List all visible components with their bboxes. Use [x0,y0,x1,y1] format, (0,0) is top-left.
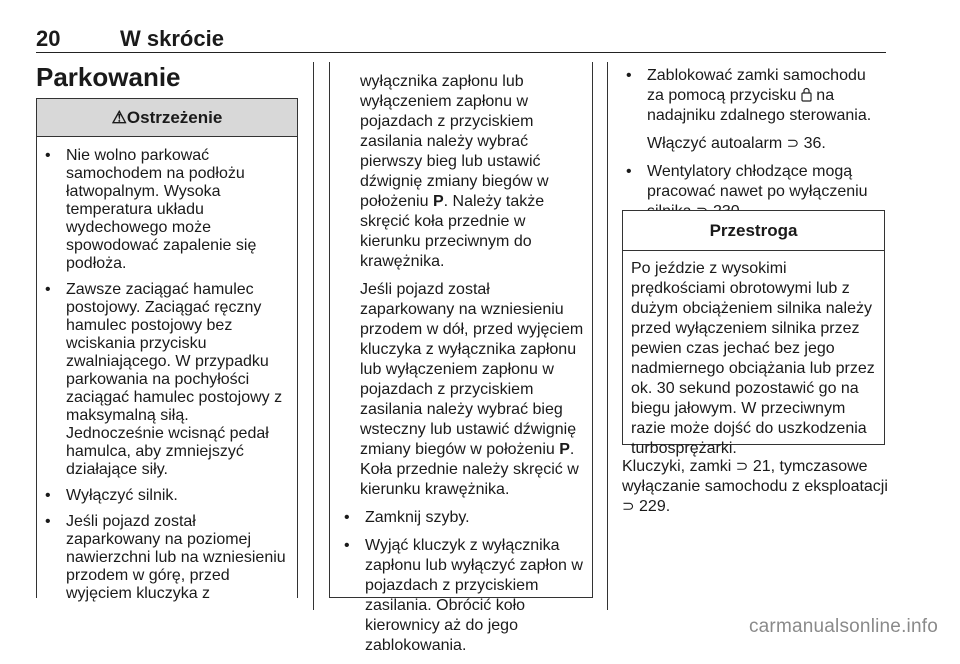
text-line: parkowania na pochyłości [66,371,250,388]
text-line: • Zablokować zamki samochodu [647,67,866,84]
text-line: nadajniku zdalnego sterowania. [647,107,872,124]
page-reference[interactable]: 229. [639,498,671,515]
paragraph-1-lines-end [360,212,590,272]
middle-list [340,508,590,656]
text-line: zaciągać hamulec postojowy z [66,389,283,406]
text-line: biegu jałowym. W przeciwnym [631,400,846,417]
column-divider [607,62,608,610]
text-line: Po jeździe z wysokimi [631,260,787,277]
text-line: prędkościami obrotowymi lub z [631,280,850,297]
text-line: hamulec postojowy bez [66,317,233,334]
text-line [647,86,887,106]
page-reference[interactable]: 21, tymczasowe [752,458,868,475]
text-line: dużym obciążeniem silnika należy [631,300,872,317]
cross-references [622,457,890,517]
page-title: Parkowanie [36,62,181,92]
text-line: zaparkowany na poziomej [66,531,251,548]
text-line: nadmiernego obciążania lub przez [631,360,875,377]
text-line: przodem w dół, przed wyjęciem [360,321,584,338]
warning-heading: ⚠Ostrzeżenie [37,99,297,137]
middle-box [329,62,593,654]
right-column [622,66,887,230]
text-line: łatwopalnym. Wysoka [66,183,221,200]
paragraph-2-lines [360,280,590,440]
text-line: pierwszy bieg lub ustawić [360,153,541,170]
caution-box [622,210,885,457]
text-line: działające siły. [66,461,168,478]
caution-heading: Przestroga [623,211,884,251]
text-line: kierunku krawężnika. [360,481,510,498]
text-line: ok. 30 sekund pozostawić go na [631,380,859,397]
text-line: przed wyłączeniem silnika przez [631,320,860,337]
reference-arrow-icon: ⊃ [622,498,635,515]
text-line: postojowy. Zaciągać ręczny [66,299,262,316]
right-list [622,66,887,222]
text-line: maksymalną siłą. [66,407,189,424]
text-line: pracować nawet po wyłączeniu [647,183,868,200]
page-number: 20 [36,26,61,51]
text: Włączyć autoalarm [647,135,787,152]
text-line: zaparkowany na wzniesieniu [360,301,564,318]
text-line: pewien czas jechać bez jego [631,340,835,357]
page-reference[interactable]: 36. [803,135,826,152]
text-line: • Zawsze zaciągać hamulec [66,281,254,298]
gear-p: P [559,441,570,458]
text-line: samochodem na podłożu [66,165,245,182]
list-item [340,508,590,528]
text-line: kierunku przeciwnym do [360,233,532,250]
section-title: W skrócie [120,26,224,51]
text-line: zablokowania. [365,637,467,654]
reference-arrow-icon: ⊃ [735,458,749,475]
text-line: wsteczny lub ustawić dźwignię [360,421,577,438]
text: położeniu [360,193,433,210]
text-line: lub wyłączeniem zapłonu w [360,361,554,378]
text-line: • Nie wolno parkować [66,147,210,164]
page-header [36,26,886,53]
paragraph-1-gear-line [360,192,590,212]
text-line: zasilania należy wybrać [360,133,529,150]
text-line: pojazdach z przyciskiem [365,577,539,594]
text-line: wyjęciem kluczyka z [66,585,211,602]
text-line: zapłonu lub wyłączyć zapłon w [365,557,583,574]
text: zmiany biegów w położeniu [360,441,560,458]
text: . Należy także [443,193,545,210]
watermark: carmanualsonline.info [748,616,938,637]
text: Kluczyki, zamki [622,458,736,475]
text-line: nawierzchni lub na wzniesieniu [66,549,286,566]
text-line: • Jeśli pojazd został [66,513,196,530]
text: . [569,441,575,458]
text-line: pojazdach z przyciskiem [360,113,534,130]
text-line: zasilania należy wybrać bieg [360,401,563,418]
text-line: wciskania przycisku [66,335,207,352]
text: za pomocą przycisku [647,87,797,104]
paragraph-2-gear-line [360,440,590,460]
paragraph-1-lines [360,72,590,192]
text-line: temperatura układu [66,201,204,218]
text-line: spowodować zapalenie się [66,237,257,254]
text-line: zwalniającego. W przypadku [66,353,269,370]
list-item [41,487,291,505]
paragraph-2 [340,280,590,500]
paragraph-1 [340,72,590,272]
middle-text [340,72,590,664]
text-line: • Wyjąć kluczyk z wyłącznika [365,537,560,554]
list-item [41,147,291,273]
gear-p: P [432,193,444,210]
sub-text [647,134,887,154]
text-line: krawężnika. [360,253,445,270]
lock-icon [801,87,812,102]
caution-text [623,251,884,459]
text-line: kierownicy aż do jego [365,617,518,634]
warning-list [37,137,297,603]
text-line: • Wyłączyć silnik. [66,487,178,504]
text-line: Jeśli pojazd został [360,281,490,298]
warning-box [36,98,298,602]
text-line: • Wentylatory chłodzące mogą [647,163,853,180]
list-item [41,281,291,479]
column-divider [313,62,314,610]
text-line: Koła przednie należy skręcić w [360,461,579,478]
list-item [340,536,590,656]
text: na [811,87,835,104]
text-line: skręcić koła przednie w [360,213,526,230]
text-line [622,457,890,477]
text-line: pojazdach z przyciskiem [360,381,534,398]
text-line [622,497,890,517]
text-line: wyłączanie samochodu z eksploatacji [622,478,888,495]
reference-arrow-icon: ⊃ [786,135,800,152]
text-line: wyłącznika zapłonu lub [360,73,524,90]
text-line: hamulca, aby zmniejszyć [66,443,244,460]
text-line: razie może dojść do uszkodzenia [631,420,867,437]
text-line: dźwignię zmiany biegów w [360,173,549,190]
text-line: turbosprężarki. [631,440,737,457]
text-line: wyłączeniem zapłonu w [360,93,529,110]
text-line: wydechowego może [66,219,211,236]
text-line: Jednocześnie wcisnąć pedał [66,425,269,442]
text-line: podłoża. [66,255,127,272]
list-item [622,66,887,154]
list-item [41,513,291,603]
text-line: zasilania. Obrócić koło [365,597,526,614]
text-line: • Zamknij szyby. [365,509,470,526]
text-line: przodem w górę, przed [66,567,230,584]
text-line: kluczyka z wyłącznika zapłonu [360,341,577,358]
paragraph-2-lines-end [360,460,590,500]
